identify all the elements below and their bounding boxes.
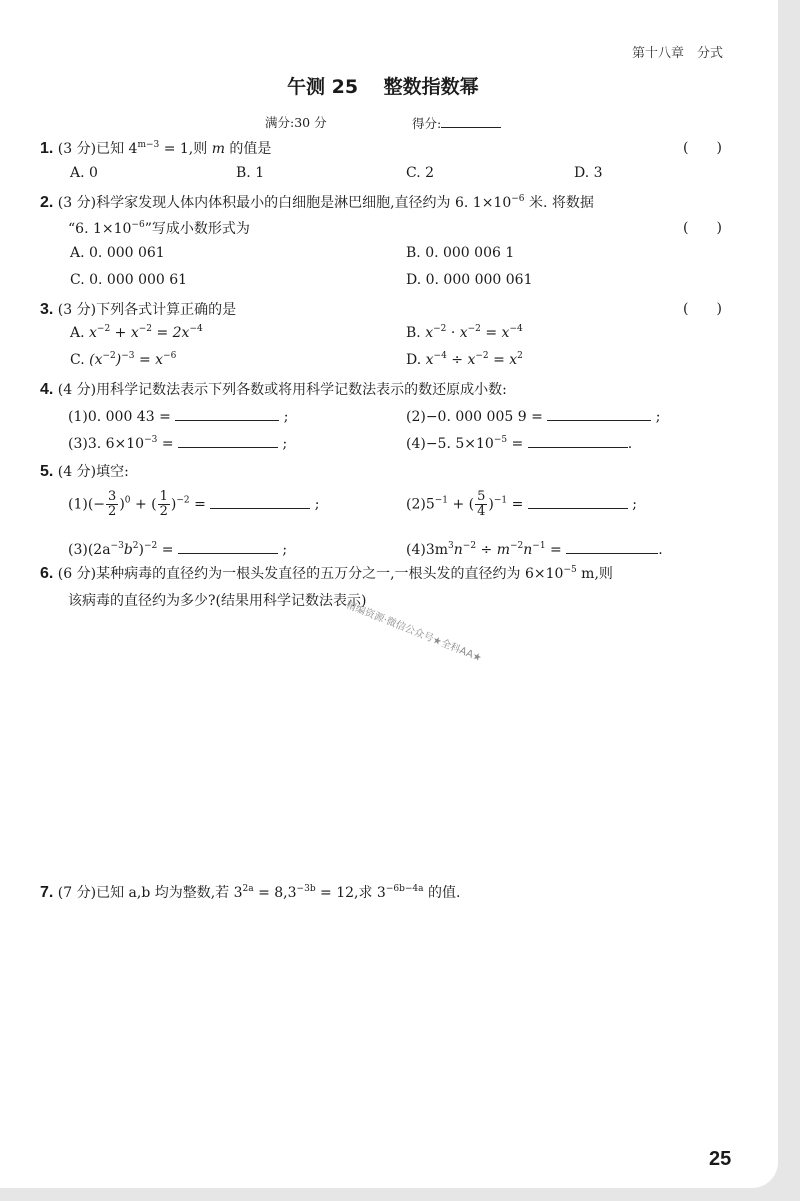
- answer-paren[interactable]: ( ): [683, 140, 722, 156]
- q4-part-3: (3)3. $6\times 10^{-3}$ = ;: [68, 435, 288, 452]
- question-6-line2: 该病毒的直径约为多少?(结果用科学记数法表示): [68, 593, 367, 609]
- answer-blank[interactable]: [528, 433, 628, 448]
- option-a[interactable]: A. $x^{-2} + x^{-2} = 2x^{-4}$: [70, 324, 203, 341]
- q4-part-1: (1)0. 000 43 = ;: [68, 406, 288, 425]
- q4-part-4: (4)−5. $5\times 10^{-5}$ = .: [406, 435, 633, 452]
- question-6: 6. (6 分)某种病毒的直径约为一根头发直径的五万分之一,一根头发的直径约为 $6\times 10^{-5}$ m,则: [40, 565, 613, 582]
- chapter-header: 第十八章 分式: [632, 46, 724, 61]
- fraction: $\frac{5}{4}$: [477, 489, 486, 519]
- option-b[interactable]: B. 0. 000 006 1: [406, 245, 515, 261]
- page-title: 午测 25 整数指数幂: [287, 76, 479, 98]
- option-a[interactable]: A. 0: [70, 165, 98, 181]
- answer-blank[interactable]: [178, 433, 278, 448]
- option-c[interactable]: C. $(x^{-2})^{-3} = x^{-6}$: [70, 351, 177, 368]
- full-score-label: 满分:30 分: [265, 115, 327, 130]
- answer-blank[interactable]: [178, 539, 278, 554]
- option-d[interactable]: D. $x^{-4} \div x^{-2} = x^2$: [406, 351, 523, 368]
- watermark: 精编资源·微信公众号★全科AA★: [344, 599, 484, 665]
- answer-blank[interactable]: [175, 406, 279, 421]
- answer-blank[interactable]: [210, 494, 310, 509]
- answer-blank[interactable]: [566, 539, 658, 554]
- question-number: 1.: [40, 140, 54, 157]
- question-number: 6.: [40, 565, 54, 582]
- question-number: 3.: [40, 301, 54, 318]
- question-number: 5.: [40, 463, 54, 480]
- question-number: 7.: [40, 884, 54, 901]
- question-number: 4.: [40, 381, 54, 398]
- option-b[interactable]: B. 1: [236, 165, 265, 181]
- question-5: 5. (4 分)填空:: [40, 463, 129, 480]
- option-d[interactable]: D. 3: [574, 165, 603, 181]
- score-blank[interactable]: [441, 113, 501, 128]
- option-a[interactable]: A. 0. 000 061: [70, 245, 165, 261]
- q5-part-1: (1)(− $\frac{3}{2}$ )$^0$ + ( $\frac{1}{2}$ )$^{-2}$ = ;: [68, 489, 320, 519]
- q5-part-3: $(3)(2a^{-3}b^2)^{-2}$ = ;: [68, 541, 288, 558]
- answer-paren[interactable]: ( ): [683, 301, 722, 317]
- option-d[interactable]: D. 0. 000 000 061: [406, 272, 533, 288]
- question-number: 2.: [40, 194, 54, 211]
- question-2-line2: “6. $1\times 10^{-6}$”写成小数形式为: [68, 220, 250, 237]
- q5-part-2: $(2)5^{-1}$ + ( $\frac{5}{4}$ )$^{-1}$ = ;: [406, 489, 637, 519]
- q7-answer-area[interactable]: [68, 910, 748, 1130]
- question-2: 2. (3 分)科学家发现人体内体积最小的白细胞是淋巴细胞,直径约为 6. $1\times 10^{-6}$ 米. 将数据: [40, 194, 594, 211]
- q4-part-2: (2)−0. 000 005 9 = ;: [406, 406, 660, 425]
- answer-paren[interactable]: ( ): [683, 220, 722, 236]
- answer-blank[interactable]: [528, 494, 628, 509]
- page-number: 25: [709, 1148, 732, 1170]
- fraction: $\frac{1}{2}$: [159, 489, 168, 519]
- question-3: 3. (3 分)下列各式计算正确的是: [40, 301, 237, 318]
- q5-part-4: $(4)3m^3n^{-2} \div m^{-2}n^{-1}$ = .: [406, 541, 663, 558]
- question-7: 7. (7 分)已知 a,b 均为整数,若 $3^{2a} = 8,3^{-3b} = 12$,求 $3^{-6b-4a}$ 的值.: [40, 884, 461, 901]
- option-c[interactable]: C. 0. 000 000 61: [70, 272, 188, 288]
- question-4: 4. (4 分)用科学记数法表示下列各数或将用科学记数法表示的数还原成小数:: [40, 381, 507, 398]
- fraction: $\frac{3}{2}$: [108, 489, 117, 519]
- question-1: 1. (3 分)已知 $4^{m-3} = 1$,则 m 的值是: [40, 140, 272, 157]
- q6-answer-area[interactable]: [68, 615, 748, 865]
- answer-blank[interactable]: [547, 406, 651, 421]
- option-c[interactable]: C. 2: [406, 165, 435, 181]
- option-b[interactable]: B. $x^{-2} \cdot x^{-2} = x^{-4}$: [406, 324, 523, 341]
- score-label: 得分:: [412, 116, 442, 131]
- score-field: [412, 113, 501, 132]
